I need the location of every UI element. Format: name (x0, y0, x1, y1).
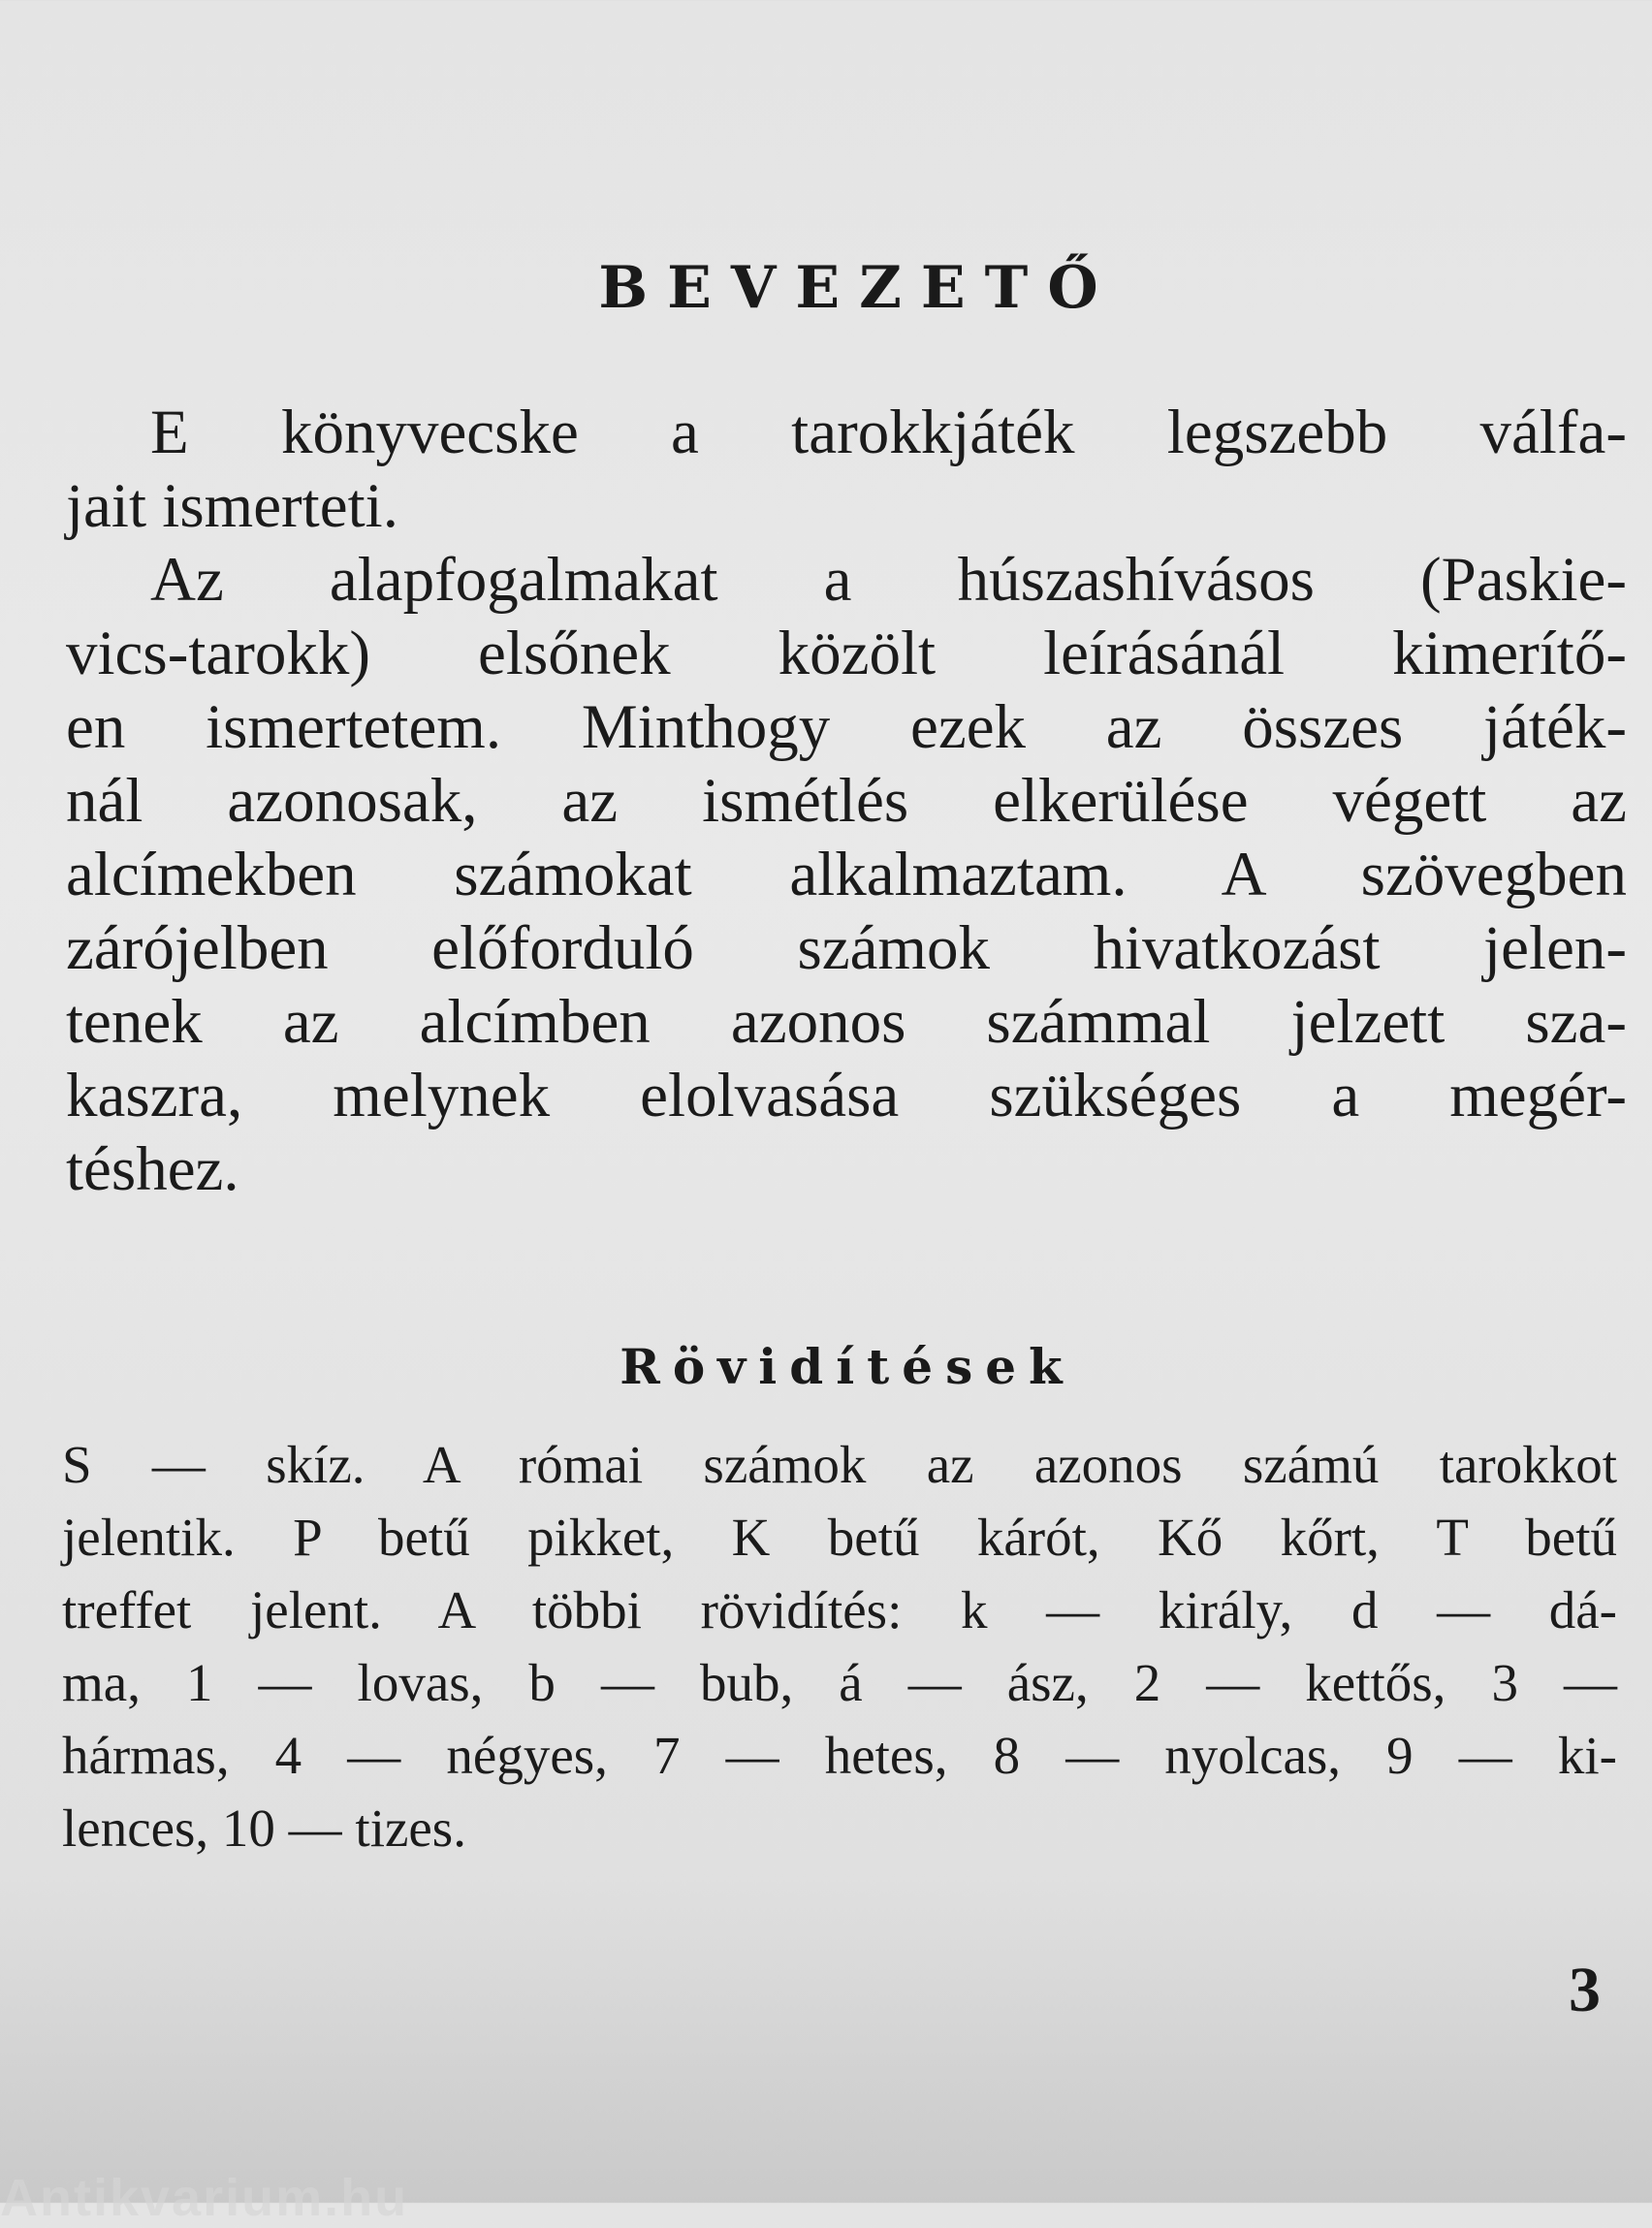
intro-line: kaszra, melynek elolvasása szükséges a megér- (66, 1061, 1627, 1130)
page-number: 3 (1569, 1955, 1601, 2025)
abbreviations-line: jelentik. P betű pikket, K betű kárót, Kő kőrt, T betű (62, 1508, 1617, 1567)
page-title: BEVEZETŐ (598, 254, 1118, 322)
abbreviations-line: treffet jelent. A többi rövidítés: k — király, d — dá- (62, 1580, 1617, 1639)
intro-line: zárójelben előforduló számok hivatkozást jelen- (66, 913, 1627, 983)
intro-line: nál azonosak, az ismétlés elkerülése végett az (66, 766, 1627, 836)
intro-line: E könyvecske a tarokkjáték legszebb válfa- (150, 398, 1627, 467)
abbreviations-line: hármas, 4 — négyes, 7 — hetes, 8 — nyolcas, 9 — ki- (62, 1726, 1617, 1785)
intro-line: vics-tarokk) elsőnek közölt leírásánál kimerítő- (66, 619, 1627, 688)
watermark: Antikvarium.hu (0, 2169, 409, 2227)
abbreviations-line: ma, 1 — lovas, b — bub, á — ász, 2 — kettős, 3 — (62, 1653, 1617, 1712)
intro-line: alcímekben számokat alkalmaztam. A szövegben (66, 840, 1627, 909)
intro-line: téshez. (66, 1134, 239, 1204)
abbreviations-line: lences, 10 — tizes. (62, 1798, 466, 1858)
intro-line: jait ismerteti. (66, 471, 398, 541)
section-heading: Rövidítések (620, 1338, 1075, 1395)
intro-line: tenek az alcímben azonos számmal jelzett sza- (66, 987, 1627, 1057)
intro-line: Az alapfogalmakat a húszashívásos (Paskie- (150, 545, 1627, 615)
intro-line: en ismertetem. Minthogy ezek az összes játék- (66, 692, 1627, 762)
abbreviations-line: S — skíz. A római számok az azonos számú tarokkot (62, 1435, 1617, 1494)
